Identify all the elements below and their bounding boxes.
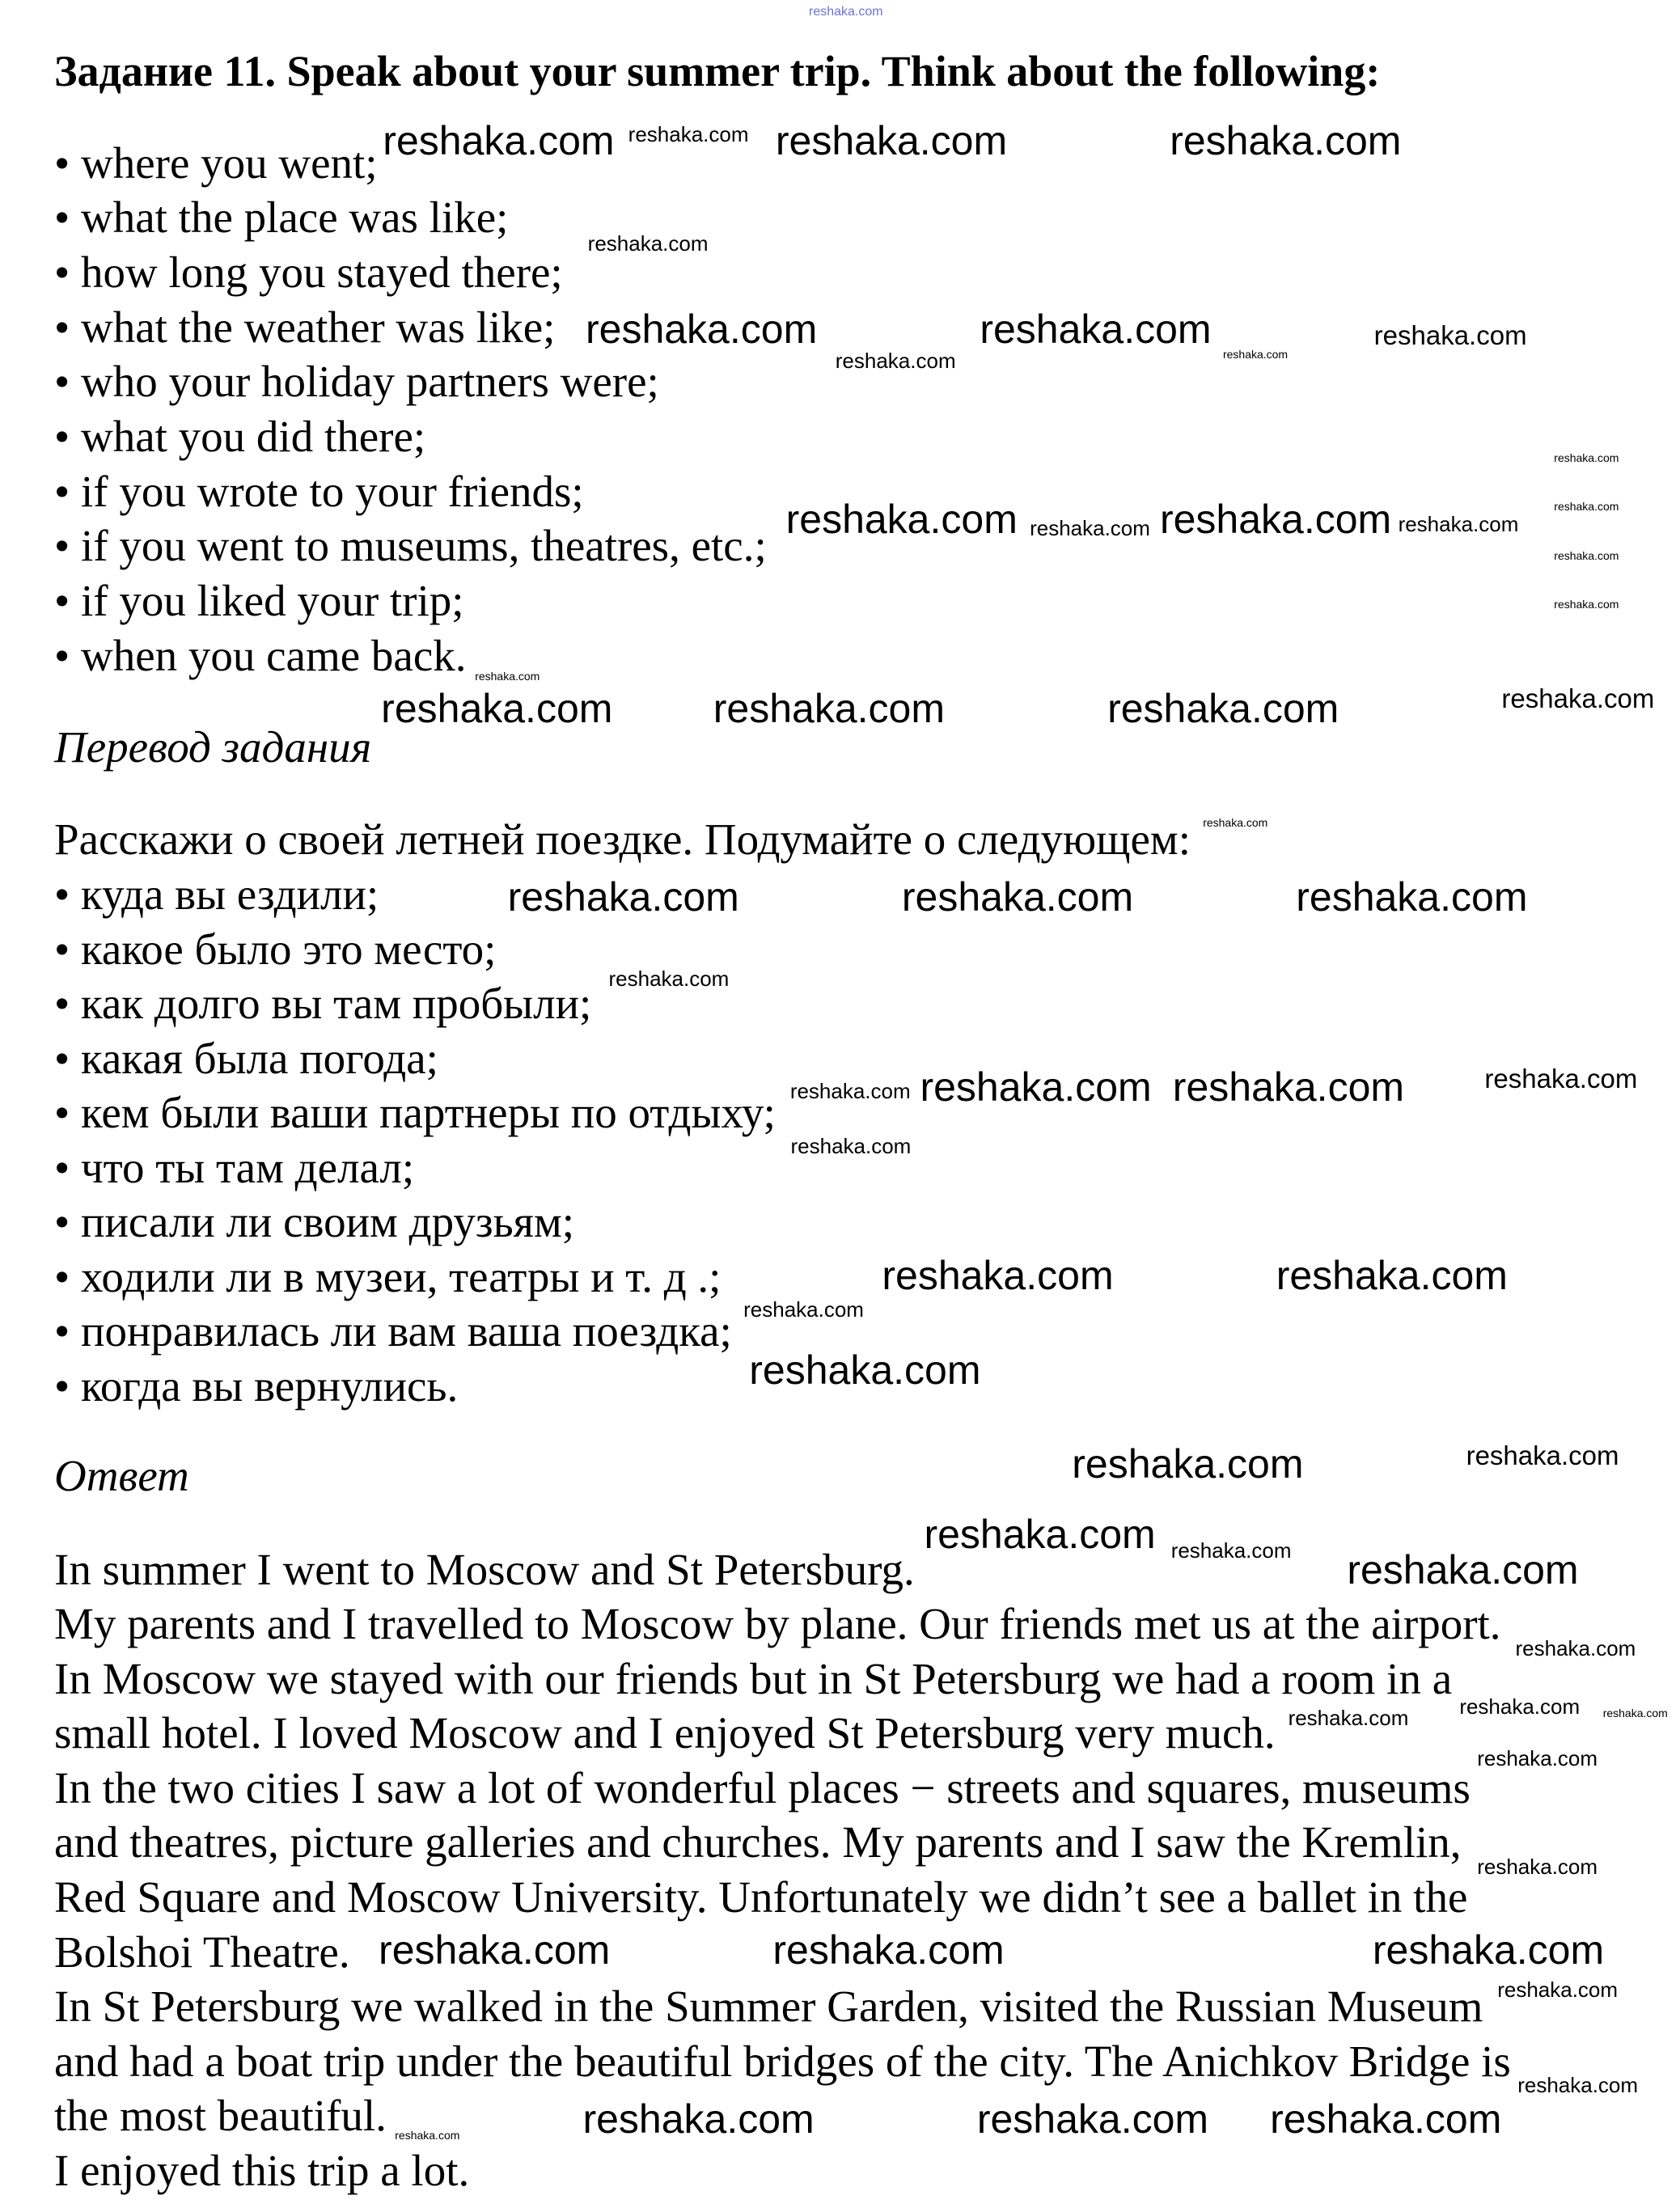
answer-line: My parents and I travelled to Moscow by plane. Our friends met us at the airport. bbox=[54, 1599, 1501, 1649]
translation-bullet: • писали ли своим друзьям; bbox=[54, 1197, 575, 1247]
answer-line: In Moscow we stayed with our friends but in St Petersburg we had a room in a bbox=[54, 1653, 1453, 1703]
watermark: reshaka.com bbox=[790, 1134, 912, 1159]
watermark: reshaka.com bbox=[475, 670, 540, 683]
watermark: reshaka.com bbox=[749, 1347, 981, 1394]
watermark: reshaka.com bbox=[1159, 497, 1392, 543]
translation-bullet: • какое было это место; bbox=[54, 924, 497, 974]
answer-line: In St Petersburg we walked in the Summer Garden, visited the Russian Museum bbox=[54, 1982, 1483, 2032]
watermark: reshaka.com bbox=[1398, 511, 1519, 536]
translation-bullet: • как долго вы там пробыли; bbox=[54, 979, 592, 1029]
watermark: reshaka.com bbox=[395, 2129, 460, 2142]
watermark: reshaka.com bbox=[1172, 1064, 1405, 1110]
answer-line: and theatres, picture galleries and churches. My parents and I saw the Kremlin, bbox=[54, 1817, 1462, 1867]
watermark: reshaka.com bbox=[582, 2096, 815, 2142]
answer-line: the most beautiful. bbox=[54, 2091, 387, 2141]
watermark: reshaka.com bbox=[920, 1064, 1152, 1110]
translation-bullet: • ходили ли в музеи, театры и т. д .; bbox=[54, 1251, 722, 1301]
watermark: reshaka.com bbox=[1497, 1977, 1619, 2003]
watermark: reshaka.com bbox=[1477, 1854, 1598, 1879]
watermark: reshaka.com bbox=[1554, 499, 1619, 513]
answer-line: In the two cities I saw a lot of wonderful places − streets and squares, museums bbox=[54, 1762, 1471, 1813]
translation-bullet: • кем были ваши партнеры по отдыху; bbox=[54, 1088, 776, 1138]
watermark: reshaka.com bbox=[785, 497, 1018, 543]
watermark: reshaka.com bbox=[1170, 1538, 1292, 1563]
task-bullet: • if you went to museums, theatres, etc.; bbox=[54, 521, 767, 571]
task-bullet: • what the place was like; bbox=[54, 192, 509, 243]
watermark: reshaka.com bbox=[1030, 515, 1150, 540]
watermark: reshaka.com bbox=[585, 307, 818, 353]
translation-bullet: • что ты там делал; bbox=[54, 1142, 415, 1192]
watermark: reshaka.com bbox=[1107, 685, 1339, 731]
answer-line: Bolshoi Theatre. bbox=[54, 1927, 350, 1977]
watermark: reshaka.com bbox=[1501, 683, 1655, 714]
watermark: reshaka.com bbox=[1554, 451, 1619, 465]
answer-line: I enjoyed this trip a lot. bbox=[54, 2145, 470, 2195]
task-bullet: • where you went; bbox=[54, 137, 378, 188]
watermark: reshaka.com bbox=[1072, 1440, 1304, 1487]
translation-heading: Перевод задания bbox=[54, 722, 372, 772]
watermark: reshaka.com bbox=[1288, 1705, 1409, 1730]
top-watermark: reshaka.com bbox=[809, 5, 883, 19]
watermark: reshaka.com bbox=[901, 873, 1134, 920]
task-bullet: • when you came back. bbox=[54, 630, 467, 680]
watermark: reshaka.com bbox=[1484, 1064, 1638, 1094]
task-bullet: • if you wrote to your friends; bbox=[54, 466, 584, 516]
watermark: reshaka.com bbox=[775, 118, 1008, 164]
watermark: reshaka.com bbox=[507, 873, 739, 920]
watermark: reshaka.com bbox=[1170, 118, 1402, 164]
watermark: reshaka.com bbox=[383, 118, 615, 164]
watermark: reshaka.com bbox=[379, 1927, 611, 1973]
task-title: Задание 11. Speak about your summer trip. Think about the following: bbox=[54, 47, 1381, 95]
watermark: reshaka.com bbox=[1373, 320, 1527, 351]
watermark: reshaka.com bbox=[835, 349, 956, 373]
watermark: reshaka.com bbox=[587, 231, 709, 256]
watermark: reshaka.com bbox=[628, 121, 749, 146]
watermark: reshaka.com bbox=[1602, 1706, 1668, 1719]
translation-bullet: • куда вы ездили; bbox=[54, 869, 379, 920]
watermark: reshaka.com bbox=[1554, 549, 1619, 563]
watermark: reshaka.com bbox=[1554, 597, 1619, 611]
translation-intro: Расскажи о своей летней поездке. Подумайте о следующем: bbox=[54, 814, 1191, 864]
answer-heading: Ответ bbox=[54, 1451, 189, 1500]
translation-bullet: • какая была погода; bbox=[54, 1033, 438, 1083]
translation-bullet: • понравилась ли вам ваша поездка; bbox=[54, 1306, 732, 1356]
watermark: reshaka.com bbox=[1372, 1927, 1605, 1973]
watermark: reshaka.com bbox=[1517, 2072, 1639, 2097]
answer-line: small hotel. I loved Moscow and I enjoyed St Petersburg very much. bbox=[54, 1708, 1276, 1758]
watermark: reshaka.com bbox=[1276, 1252, 1508, 1298]
watermark: reshaka.com bbox=[980, 307, 1212, 353]
task-bullet: • what the weather was like; bbox=[54, 302, 556, 352]
watermark: reshaka.com bbox=[1296, 873, 1528, 920]
watermark: reshaka.com bbox=[1515, 1635, 1636, 1660]
watermark: reshaka.com bbox=[882, 1252, 1114, 1298]
watermark: reshaka.com bbox=[976, 2096, 1209, 2142]
watermark: reshaka.com bbox=[1466, 1440, 1619, 1471]
task-bullet: • if you liked your trip; bbox=[54, 575, 464, 625]
watermark: reshaka.com bbox=[713, 685, 945, 731]
watermark: reshaka.com bbox=[1270, 2096, 1502, 2142]
watermark: reshaka.com bbox=[1222, 348, 1289, 362]
watermark: reshaka.com bbox=[1459, 1694, 1581, 1719]
task-bullet: • what you did there; bbox=[54, 411, 426, 461]
watermark: reshaka.com bbox=[772, 1927, 1005, 1973]
task-bullet: • who your holiday partners were; bbox=[54, 357, 659, 407]
watermark: reshaka.com bbox=[924, 1512, 1156, 1558]
task-bullet: • how long you stayed there; bbox=[54, 247, 563, 297]
watermark: reshaka.com bbox=[608, 967, 730, 992]
watermark: reshaka.com bbox=[1477, 1746, 1598, 1771]
watermark: reshaka.com bbox=[1347, 1546, 1579, 1593]
watermark: reshaka.com bbox=[1203, 815, 1268, 829]
translation-bullet: • когда вы вернулись. bbox=[54, 1360, 459, 1411]
answer-line: and had a boat trip under the beautiful bridges of the city. The Anichkov Bridge is bbox=[54, 2036, 1511, 2086]
watermark: reshaka.com bbox=[743, 1296, 864, 1322]
answer-line: In summer I went to Moscow and St Petersburg. bbox=[54, 1544, 915, 1594]
watermark: reshaka.com bbox=[789, 1078, 911, 1103]
answer-line: Red Square and Moscow University. Unfortunately we didn’t see a ballet in the bbox=[54, 1872, 1468, 1922]
watermark: reshaka.com bbox=[381, 685, 613, 731]
